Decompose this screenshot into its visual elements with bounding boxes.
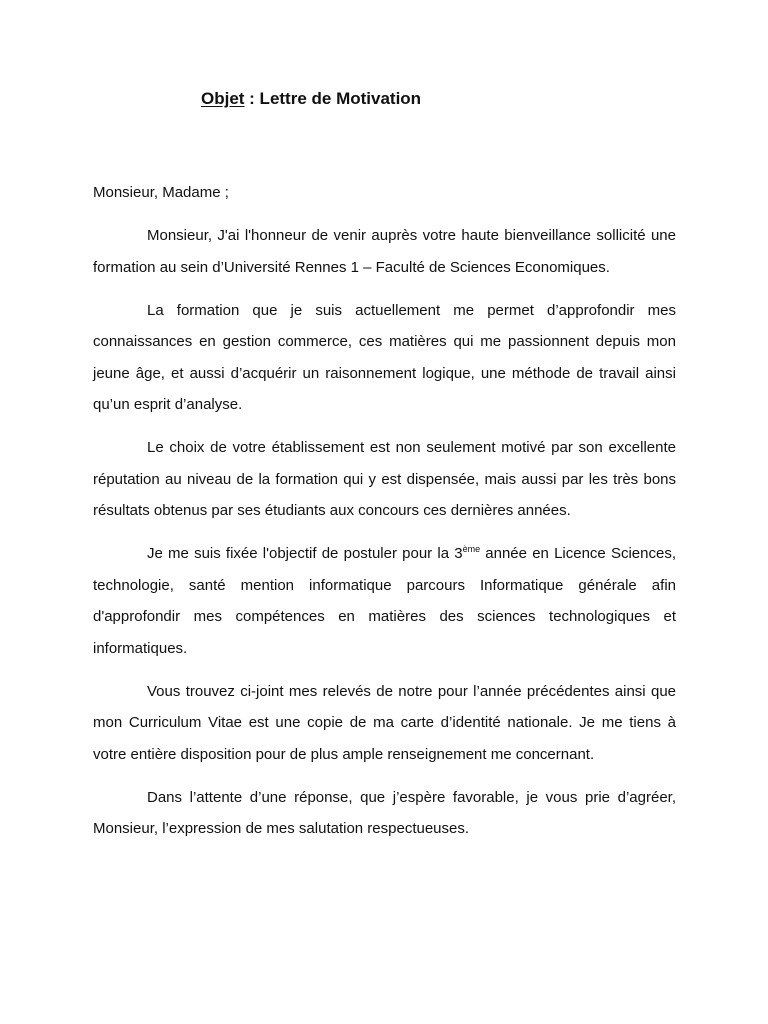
salutation: Monsieur, Madame ;	[93, 184, 229, 201]
objective-text-start: Je me suis fixée l'objectif de postuler pour la 3	[147, 545, 463, 562]
subject-text: : Lettre de Motivation	[244, 89, 422, 108]
paragraph-current-training: La formation que je suis actuellement me permet d’approfondir mes connaissances en gestion commerce, ces matières qui me passionnent depuis mon jeune âge, et aussi d’acquérir un raisonnement logique, une méthode de travail ainsi qu’un esprit d’analyse.	[93, 301, 676, 413]
letter-body	[93, 220, 676, 856]
objective-text-end: année en Licence Sciences, technologie, santé mention informatique parcours Informatique générale afin d'approfondir mes compétences en matières des sciences technologiques et informatiques.	[93, 545, 676, 657]
subject-key: Objet	[201, 89, 245, 108]
letter-subject	[201, 86, 421, 112]
ordinal-superscript: ème	[462, 544, 481, 554]
paragraph-request: Monsieur, J'ai l'honneur de venir auprès votre haute bienveillance sollicité une formation au sein d’Université Rennes 1 – Faculté de Sciences Economiques.	[93, 227, 676, 276]
paragraph-attachments: Vous trouvez ci-joint mes relevés de notre pour l’année précédentes ainsi que mon Curriculum Vitae est une copie de ma carte d’identité nationale. Je me tiens à votre entière disposition pour de plus ample renseignement me concernant.	[93, 682, 676, 763]
paragraph-objective	[93, 538, 676, 664]
paragraph-closing: Dans l’attente d’une réponse, que j’espère favorable, je vous prie d’agréer, Monsieur, l’expression de mes salutation respectueuses.	[93, 788, 676, 837]
paragraph-institution-choice: Le choix de votre établissement est non seulement motivé par son excellente réputation au niveau de la formation qui y est dispensée, mais aussi par les très bons résultats obtenus par ses étudiants aux concours ces dernières années.	[93, 439, 676, 519]
